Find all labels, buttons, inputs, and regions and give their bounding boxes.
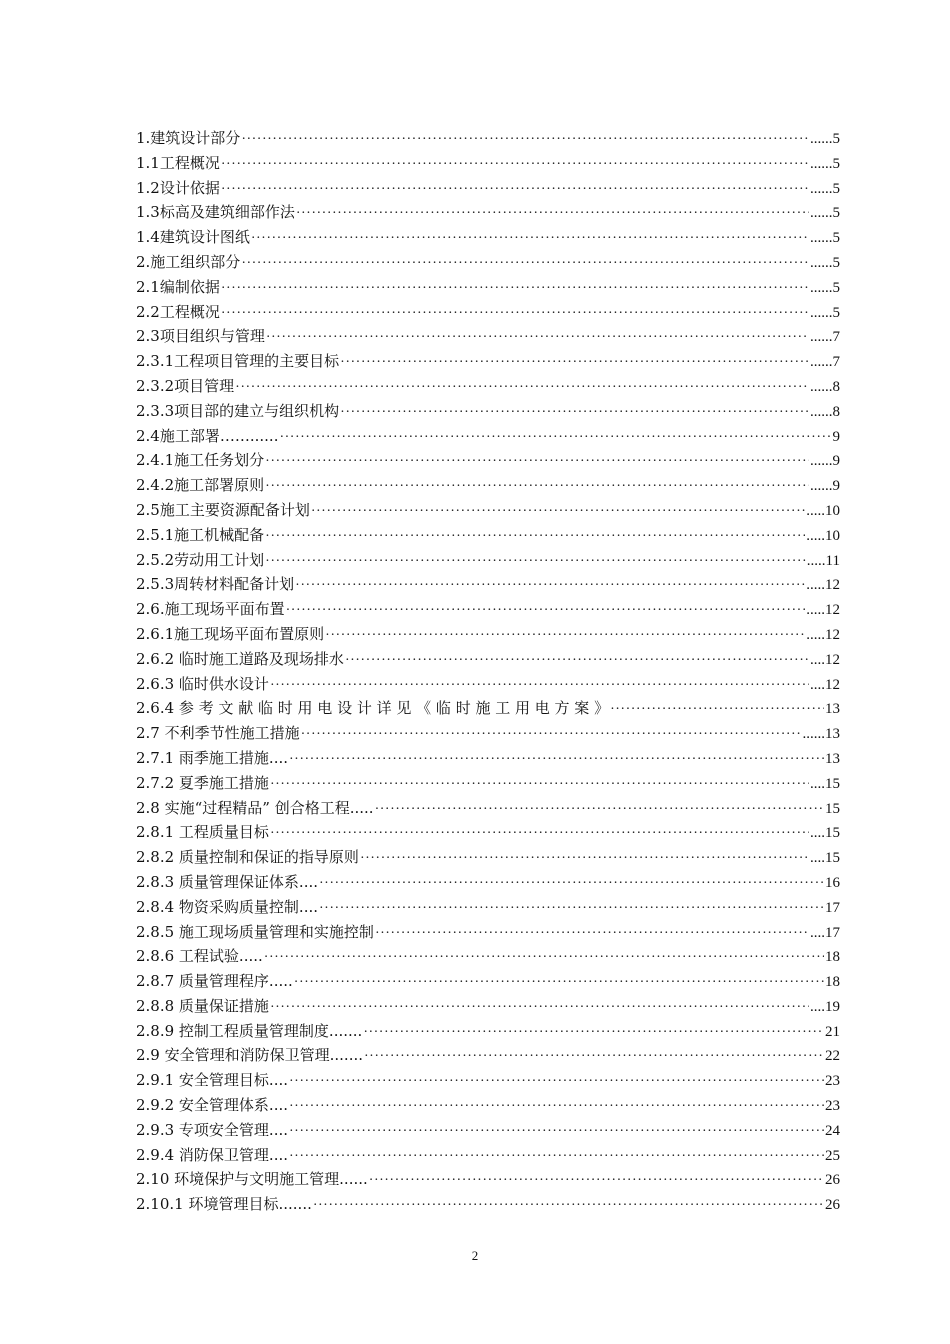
toc-entry-page: 13 [825,701,840,718]
toc-entry[interactable] [136,598,840,623]
toc-entry-page: 18 [825,974,840,991]
toc-entry-page: 23 [825,1073,840,1090]
toc-entry-title: 2.3项目组织与管理 [136,327,265,346]
toc-entry-page: ......13 [802,726,840,743]
toc-entry-page: ......9 [810,478,840,495]
toc-entry-page: 16 [825,874,840,891]
toc-entry-title: 1.3标高及建筑细部作法 [136,203,295,222]
dot-leader [295,578,805,594]
dot-leader [251,231,809,247]
toc-entry-title: 2.9.1 安全管理目标.... [136,1071,289,1090]
toc-entry[interactable] [136,821,840,846]
toc-entry[interactable] [136,375,840,400]
dot-leader [610,702,824,718]
toc-entry-page: .....10 [806,527,840,544]
toc-entry-title: 2.8.5 施工现场质量管理和实施控制 [136,922,374,941]
dot-leader [221,182,809,198]
toc-entry-page: ....19 [810,998,840,1015]
toc-entry-page: 24 [825,1122,840,1139]
toc-entry[interactable] [136,276,840,301]
toc-entry-title: 2.8 实施“过程精品” 创合格工程..... [136,798,374,817]
toc-entry[interactable] [136,772,840,797]
page-number: 2 [471,1248,479,1263]
toc-entry-page: 23 [825,1098,840,1115]
dot-leader [311,504,805,520]
toc-entry-page: 26 [825,1172,840,1189]
toc-entry-title: 2.5施工主要资源配备计划 [136,500,310,519]
dot-leader [325,628,805,644]
toc-entry[interactable] [136,251,840,276]
toc-entry-title: 2.10 环境保护与文明施工管理...... [136,1170,368,1189]
dot-leader [270,1000,809,1016]
toc-entry-title: 1.1工程概况 [136,153,220,172]
toc-entry-page: ......7 [810,329,840,346]
toc-entry-title: 1.4建筑设计图纸 [136,228,250,247]
dot-leader [289,752,824,768]
toc-entry-title: 2.5.3周转材料配备计划 [136,575,295,594]
toc-entry-title: 2.6.2 临时施工道路及现场排水 [136,649,344,668]
dot-leader [265,454,809,470]
toc-entry-title: 2.5.1施工机械配备 [136,525,265,544]
toc-entry-title: 1.2设计依据 [136,178,220,197]
toc-entry-title: 2.9.3 专项安全管理.... [136,1120,289,1139]
dot-leader [294,975,824,991]
toc-entry[interactable] [136,871,840,896]
toc-entry[interactable] [136,524,840,549]
toc-entry[interactable] [136,673,840,698]
dot-leader [221,157,809,173]
toc-entry[interactable] [136,896,840,921]
toc-entry-title: 2.6.1施工现场平面布置原则 [136,624,325,643]
toc-entry-title: 2.4施工部署……...... [136,426,279,445]
dot-leader [375,802,824,818]
toc-entry[interactable] [136,226,840,251]
dot-leader [270,678,809,694]
dot-leader [286,603,806,619]
toc-entry-page: ......8 [810,403,840,420]
toc-entry[interactable] [136,400,840,425]
toc-entry-page: 15 [825,800,840,817]
toc-entry-page: ....15 [810,850,840,867]
toc-entry-title: 2.7.1 雨季施工措施.... [136,748,289,767]
dot-leader [340,405,809,421]
toc-entry[interactable] [136,549,840,574]
toc-entry[interactable] [136,846,840,871]
toc-entry[interactable] [136,970,840,995]
toc-entry-title: 2.3.1工程项目管理的主要目标 [136,352,340,371]
toc-entry[interactable] [136,623,840,648]
dot-leader [241,256,809,272]
dot-leader [319,876,824,892]
toc-entry[interactable] [136,1044,840,1069]
toc-entry[interactable] [136,177,840,202]
dot-leader [270,826,809,842]
toc-entry-page: ......8 [810,378,840,395]
toc-entry-page: 13 [825,750,840,767]
toc-entry[interactable] [136,747,840,772]
toc-entry[interactable] [136,648,840,673]
toc-entry-title: 2.9.2 安全管理体系.... [136,1096,289,1115]
dot-leader [363,1025,824,1041]
toc-entry[interactable] [136,1144,840,1169]
toc-entry-page: 18 [825,949,840,966]
dot-leader [279,430,831,446]
toc-entry-title: 2.7 不利季节性施工措施 [136,724,300,743]
dot-leader [235,380,809,396]
toc-entry-page: .....12 [806,626,840,643]
toc-entry[interactable] [136,573,840,598]
toc-entry-title: 2.8.3 质量管理保证体系.... [136,872,319,891]
toc-entry-page: 26 [825,1197,840,1214]
toc-entry-page: ......5 [810,180,840,197]
toc-entry-title: 2.8.4 物资采购质量控制.... [136,897,319,916]
dot-leader [264,950,824,966]
toc-entry[interactable] [136,301,840,326]
toc-entry-title: 2.5.2劳动用工计划 [136,550,265,569]
toc-entry-title: 2.10.1 环境管理目标....... [136,1195,312,1214]
toc-entry-page: 25 [825,1147,840,1164]
toc-entry-title: 1.建筑设计部分 [136,129,241,147]
toc-entry-title: 2.6.3 临时供水设计 [136,674,269,693]
toc-entry-title: 2.8.6 工程试验..... [136,947,263,966]
toc-entry-page: ....15 [810,775,840,792]
toc-entry-title: 2.9 安全管理和消防保卫管理....... [136,1046,364,1065]
toc-entry[interactable] [136,449,840,474]
toc-entry-title: 2.6.施工现场平面布置 [136,600,285,619]
toc-entry[interactable] [136,201,840,226]
dot-leader [375,926,809,942]
dot-leader [319,901,824,917]
toc-entry-title: 2.9.4 消防保卫管理.... [136,1145,289,1164]
dot-leader [266,330,809,346]
toc-entry-title: 2.3.3项目部的建立与组织机构 [136,401,340,420]
toc-entry[interactable] [136,697,840,722]
toc-entry-title: 2.8.9 控制工程质量管理制度....... [136,1021,363,1040]
dot-leader [221,281,809,297]
toc-entry-page: ......5 [810,155,840,172]
toc-entry[interactable] [136,945,840,970]
toc-entry-page: ......5 [810,304,840,321]
toc-entry-page: ......9 [810,453,840,470]
toc-entry[interactable] [136,1119,840,1144]
toc-entry-page: ....12 [810,651,840,668]
toc-entry-title: 2.1编制依据 [136,277,220,296]
toc-entry-page: .....10 [806,502,840,519]
toc-entry-title: 2.8.2 质量控制和保证的指导原则 [136,848,359,867]
dot-leader [301,727,802,743]
toc-entry-page: ......5 [810,131,840,147]
toc-entry-title: 2.2工程概况 [136,302,220,321]
toc-entry-page: ....12 [810,676,840,693]
toc-entry-page: 22 [825,1048,840,1065]
toc-entry-page: ......5 [810,254,840,271]
toc-entry-page: ......5 [810,279,840,296]
toc-entry-page: 21 [825,1023,840,1040]
toc-entry[interactable] [136,152,840,177]
toc-entry[interactable] [136,921,840,946]
toc-entry-title: 2.3.2项目管理 [136,376,235,395]
dot-leader [340,355,809,371]
toc-entry[interactable] [136,1020,840,1045]
dot-leader [345,653,809,669]
table-of-contents [136,127,840,1218]
toc-entry[interactable] [136,797,840,822]
toc-entry-page: 9 [832,428,840,445]
dot-leader [265,529,805,545]
toc-entry-page: 17 [825,899,840,916]
toc-entry-title: 2.8.7 质量管理程序..... [136,972,293,991]
toc-entry-title: 2.8.8 质量保证措施 [136,996,269,1015]
dot-leader [296,206,809,222]
dot-leader [221,306,809,322]
toc-entry[interactable] [136,1193,840,1218]
toc-entry[interactable] [136,722,840,747]
toc-entry[interactable] [136,1168,840,1193]
toc-entry[interactable] [136,995,840,1020]
toc-entry-page: ....15 [810,825,840,842]
dot-leader [241,132,809,148]
toc-entry-title: 2.施工组织部分 [136,252,241,271]
dot-leader [360,851,809,867]
toc-entry-page: .....12 [806,577,840,594]
toc-entry-page: ......7 [810,354,840,371]
toc-entry-page: .....11 [806,552,840,569]
toc-entry[interactable] [136,499,840,524]
dot-leader [270,777,809,793]
dot-leader [289,1124,824,1140]
toc-entry-title: 2.7.2 夏季施工措施 [136,773,269,792]
toc-entry[interactable] [136,474,840,499]
dot-leader [265,479,809,495]
dot-leader [265,554,806,570]
toc-entry-page: ....17 [810,924,840,941]
dot-leader [289,1074,824,1090]
toc-entry-page: .....12 [806,602,840,619]
dot-leader [289,1149,824,1165]
toc-entry-title: 2.6.4 参 考 文 献 临 时 用 电 设 计 详 见 《 临 时 施 工 用 电 方 案 》 [136,699,610,718]
dot-leader [289,1099,824,1115]
toc-entry[interactable] [136,1069,840,1094]
dot-leader [369,1173,824,1189]
toc-entry-page: ......5 [810,230,840,247]
toc-entry[interactable] [136,1094,840,1119]
toc-entry-page: ......5 [810,205,840,222]
toc-entry[interactable] [136,350,840,375]
toc-entry-title: 2.8.1 工程质量目标 [136,823,269,842]
toc-entry[interactable] [136,425,840,450]
dot-leader [364,1049,824,1065]
toc-entry-title: 2.4.1施工任务划分 [136,451,265,470]
toc-entry[interactable] [136,325,840,350]
toc-entry[interactable] [136,127,840,152]
toc-entry-title: 2.4.2施工部署原则 [136,476,265,495]
dot-leader [313,1198,824,1214]
